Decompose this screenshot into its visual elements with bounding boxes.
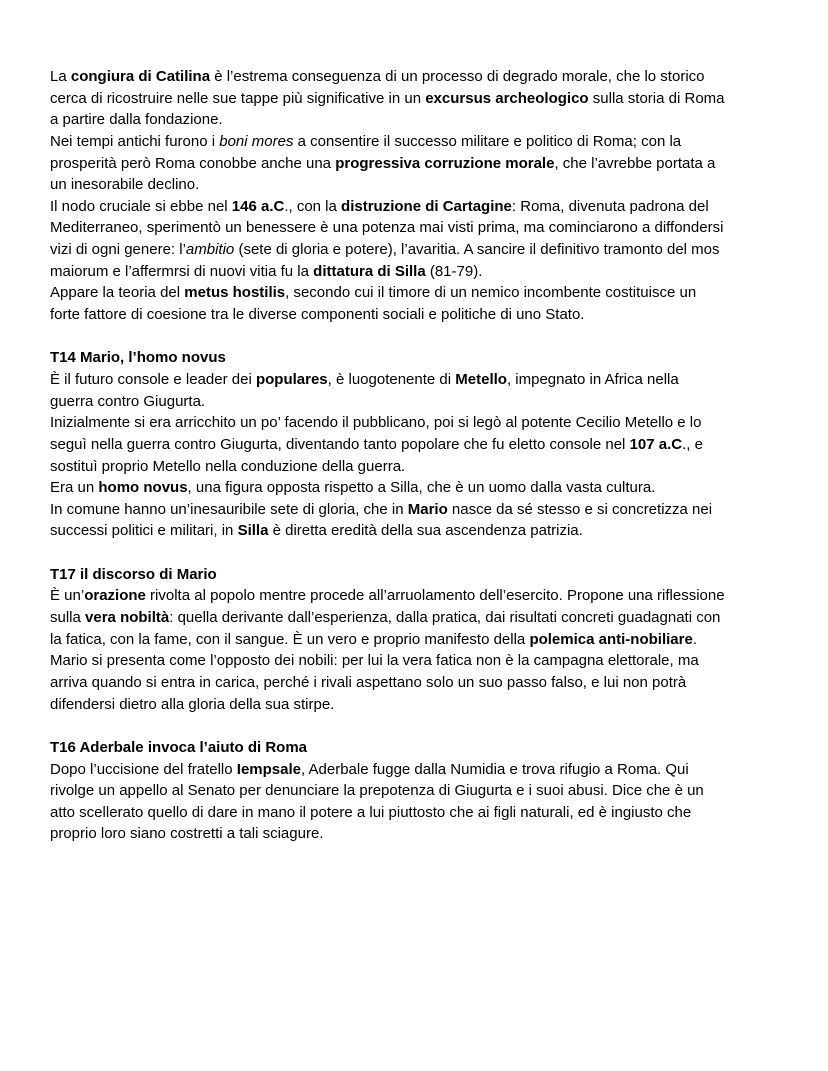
text-segment: proprio loro siano costretti a tali sciagure. <box>50 825 324 843</box>
text-segment: : quella derivante dall’esperienza, dalla pratica, dai risultati concreti guadagnati con <box>169 609 721 627</box>
bold-text: excursus archeologico <box>425 89 589 107</box>
text-segment: sostituì proprio Metello nella conduzione della guerra. <box>50 457 406 475</box>
text-segment: un inesorabile declino. <box>50 176 200 194</box>
text-line <box>50 542 810 564</box>
text-segment: nasce da sé stesso e si concretizza nei <box>447 500 713 518</box>
bold-text: homo novus <box>98 479 188 497</box>
bold-text: congiura di Catilina <box>70 68 211 85</box>
text-line <box>50 174 810 196</box>
text-line <box>50 715 810 737</box>
text-segment: Dopo l’uccisione del fratello <box>50 760 237 778</box>
section-heading <box>50 737 810 759</box>
bold-text: distruzione di Cartagine <box>341 197 512 215</box>
text-segment: Nei tempi antichi furono i <box>50 132 220 150</box>
text-line <box>50 672 810 694</box>
text-segment: forte fattore di coesione tra le diverse componenti sociali e politiche di uno Stato. <box>50 306 585 324</box>
text-line <box>50 780 810 802</box>
text-line <box>50 434 810 456</box>
text-segment: cerca di ricostruire nelle sue tappe più significative in un <box>50 89 426 107</box>
text-line <box>50 217 810 239</box>
text-segment: sulla <box>50 609 86 627</box>
bold-text: T16 Aderbale invoca l’aiuto di Roma <box>50 738 308 756</box>
text-segment: a consentire il successo militare e politico di Roma; con la <box>293 132 682 150</box>
text-segment: è diretta eredità della sua ascendenza patrizia. <box>268 522 583 540</box>
text-line <box>50 153 810 175</box>
text-segment: , secondo cui il timore di un nemico incombente costituisce un <box>285 284 697 302</box>
text-segment: sulla storia di Roma <box>588 89 725 107</box>
text-segment: Il nodo cruciale si ebbe nel <box>50 197 232 215</box>
text-segment: , che l’avrebbe portata a <box>554 154 716 172</box>
bold-text: 107 a.C <box>629 435 683 453</box>
text-segment: Appare la teoria del <box>50 284 185 302</box>
text-line <box>50 520 810 542</box>
text-segment: rivolge un appello al Senato per denunciare la prepotenza di Giugurta e i suoi abusi. Dice che è un <box>50 782 704 800</box>
bold-text: Mario <box>407 500 448 518</box>
bold-text: populares <box>255 370 328 388</box>
text-line <box>50 261 810 283</box>
text-segment: : Roma, divenuta padrona del <box>511 197 709 215</box>
text-line <box>50 239 810 261</box>
text-line <box>50 823 810 845</box>
text-segment: , impegnato in Africa nella <box>506 370 679 388</box>
section-heading <box>50 564 810 586</box>
text-line <box>50 326 810 348</box>
text-line <box>50 650 810 672</box>
text-line <box>50 585 810 607</box>
text-segment: , una figura opposta rispetto a Silla, che è un uomo dalla vasta cultura. <box>187 479 656 497</box>
text-line <box>50 499 810 521</box>
text-line <box>50 131 810 153</box>
text-segment: È un’ <box>50 587 85 605</box>
text-segment: È il futuro console e leader dei <box>50 370 256 388</box>
text-segment: Inizialmente si era arricchito un po’ facendo il pubblicano, poi si legò al potente Cecilio Metello e lo <box>50 414 702 432</box>
bold-text: T17 il discorso di Mario <box>50 565 217 583</box>
text-segment: ., e <box>682 435 703 453</box>
text-line <box>50 391 810 413</box>
text-segment: rivolta al popolo mentre procede all’arruolamento dell’esercito. Propone una riflessione <box>145 587 725 605</box>
text-segment: maiorum e l’affermrsi di nuovi vitia fu la <box>50 262 314 280</box>
text-segment: ., con la <box>284 197 342 215</box>
text-line <box>50 412 810 434</box>
text-segment: difendersi dietro alla gloria della sua stirpe. <box>50 695 335 713</box>
text-segment: Era un <box>50 479 99 497</box>
text-line <box>50 282 810 304</box>
document-body <box>50 66 810 845</box>
text-line <box>50 88 810 110</box>
bold-text: orazione <box>84 587 146 605</box>
text-segment: (81-79). <box>425 262 483 280</box>
bold-text: vera nobiltà <box>85 609 170 627</box>
text-segment: seguì nella guerra contro Giugurta, diventando tanto popolare che fu eletto console nel <box>50 435 630 453</box>
bold-text: dittatura di Silla <box>313 262 426 280</box>
text-segment: , è luogotenente di <box>327 370 456 388</box>
text-line <box>50 304 810 326</box>
text-segment: vizi di ogni genere: l’ <box>50 241 186 259</box>
text-line <box>50 456 810 478</box>
text-segment: successi politici e militari, in <box>50 522 238 540</box>
text-segment: (sete di gloria e potere), l’avaritia. A sancire il definitivo tramonto del mos <box>234 241 720 259</box>
text-segment: prosperità però Roma conobbe anche una <box>50 154 336 172</box>
text-segment: La <box>50 68 71 85</box>
text-segment: Mario si presenta come l’opposto dei nobili: per lui la vera fatica non è la campagna elettorale, ma <box>50 652 699 670</box>
bold-text: T14 Mario, l’homo novus <box>50 349 226 367</box>
text-line <box>50 477 810 499</box>
italic-text: boni mores <box>219 132 294 150</box>
text-segment: , Aderbale fugge dalla Numidia e trova rifugio a Roma. Qui <box>301 760 689 778</box>
italic-text: ambitio <box>185 241 235 259</box>
text-line <box>50 66 810 88</box>
text-segment: . <box>692 630 697 648</box>
bold-text: Metello <box>455 370 507 388</box>
text-segment: guerra contro Giugurta. <box>50 392 206 410</box>
bold-text: 146 a.C <box>231 197 285 215</box>
text-line <box>50 607 810 629</box>
section-heading <box>50 347 810 369</box>
text-segment: a partire dalla fondazione. <box>50 111 223 129</box>
text-segment: Mediterraneo, sperimentò un benessere è una potenza mai visti prima, ma cominciarono a diffondersi <box>50 219 724 237</box>
text-line <box>50 369 810 391</box>
text-segment: è l’estrema conseguenza di un processo di degrado morale, che lo storico <box>210 68 705 85</box>
text-segment: In comune hanno un’inesauribile sete di gloria, che in <box>50 500 408 518</box>
text-line <box>50 629 810 651</box>
text-line <box>50 759 810 781</box>
text-segment: arriva quando si entra in carica, perché i rivali aspettano solo un suo passo falso, e lui non potrà <box>50 673 687 691</box>
bold-text: metus hostilis <box>184 284 286 302</box>
text-line <box>50 196 810 218</box>
bold-text: Silla <box>237 522 269 540</box>
text-line <box>50 694 810 716</box>
bold-text: progressiva corruzione morale <box>335 154 555 172</box>
bold-text: polemica anti-nobiliare <box>529 630 693 648</box>
text-segment: la fatica, con la fame, con il sangue. È un vero e proprio manifesto della <box>50 630 530 648</box>
bold-text: Iempsale <box>236 760 301 778</box>
text-line <box>50 802 810 824</box>
text-line <box>50 109 810 131</box>
text-segment: atto scellerato quello di dare in mano il potere a lui piuttosto che ai figli naturali, ed è ingiusto che <box>50 803 692 821</box>
